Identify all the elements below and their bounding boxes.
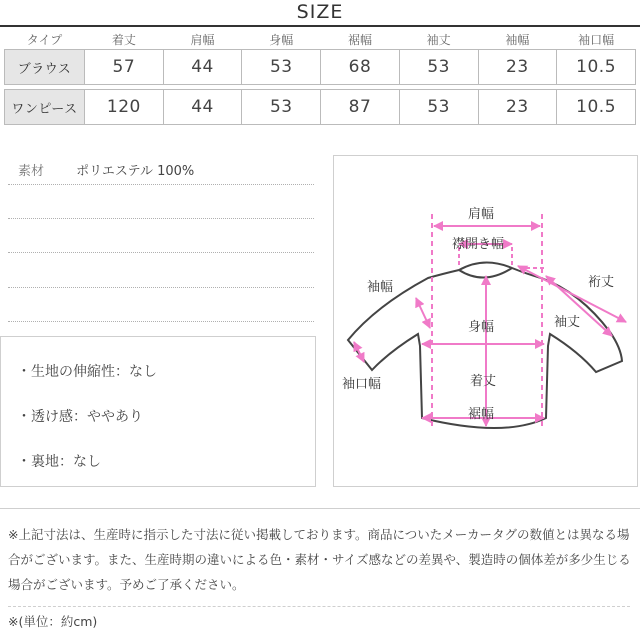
dashed-divider bbox=[8, 606, 630, 607]
row-type: ワンピース bbox=[5, 90, 85, 125]
table-cell: 53 bbox=[242, 50, 321, 85]
table-cell: 44 bbox=[163, 50, 242, 85]
table-cell: 53 bbox=[242, 90, 321, 125]
property-sheerness: ・透け感：ややあり bbox=[17, 409, 143, 425]
dotted-line bbox=[8, 218, 314, 219]
size-table bbox=[4, 29, 636, 125]
measurement-diagram bbox=[333, 155, 638, 487]
table-row bbox=[5, 90, 636, 125]
header-shoulder: 肩幅 bbox=[190, 32, 215, 47]
table-cell: 68 bbox=[321, 50, 400, 85]
table-cell: 87 bbox=[321, 90, 400, 125]
row-type: ブラウス bbox=[5, 50, 85, 85]
page-title: SIZE bbox=[296, 1, 344, 23]
disclaimer-note: ※上記寸法は、生産時に指示した寸法に従い掲載しております。商品についたメーカータグの数値とは異なる場合がございます。また、生産時期の違いによる色・素材・サイズ感などの差異や、製造時の個体差が多少生じる場合がございます。予めご了承ください。 bbox=[8, 527, 631, 592]
label-cuff: 袖口幅 bbox=[342, 377, 382, 392]
header-body-width: 身幅 bbox=[269, 32, 294, 47]
dotted-line bbox=[8, 321, 314, 322]
table-cell: 57 bbox=[85, 50, 164, 85]
unit-note: ※(単位：約cm) bbox=[8, 614, 98, 629]
property-stretch: ・生地の伸縮性：なし bbox=[17, 364, 157, 380]
label-hem: 裾幅 bbox=[468, 407, 495, 422]
label-yuki: 裄丈 bbox=[588, 275, 615, 290]
label-shoulder: 肩幅 bbox=[468, 207, 495, 222]
header-length: 着丈 bbox=[111, 32, 136, 47]
table-cell: 53 bbox=[399, 90, 478, 125]
header-sleeve-length: 袖丈 bbox=[426, 32, 451, 47]
table-row bbox=[5, 50, 636, 85]
table-header-row bbox=[5, 29, 636, 50]
material-row bbox=[18, 160, 194, 179]
title-underline bbox=[0, 25, 640, 27]
label-collar: 襟開き幅 bbox=[452, 237, 505, 252]
table-cell: 10.5 bbox=[557, 50, 636, 85]
header-cuff: 袖口幅 bbox=[578, 32, 615, 47]
table-cell: 44 bbox=[163, 90, 242, 125]
label-sleeve-length: 袖丈 bbox=[554, 315, 581, 330]
label-body-width: 身幅 bbox=[468, 320, 495, 335]
material-value: ポリエステル 100% bbox=[76, 164, 195, 179]
table-cell: 23 bbox=[478, 90, 557, 125]
section-divider bbox=[0, 508, 640, 509]
table-cell: 23 bbox=[478, 50, 557, 85]
label-sleeve-width: 袖幅 bbox=[367, 280, 394, 295]
label-length: 着丈 bbox=[470, 374, 497, 389]
garment-diagram-svg bbox=[334, 156, 639, 488]
dotted-line bbox=[8, 252, 314, 253]
dotted-line bbox=[8, 184, 314, 185]
table-cell: 120 bbox=[85, 90, 164, 125]
property-lining: ・裏地：なし bbox=[17, 454, 101, 470]
header-sleeve-width: 袖幅 bbox=[505, 32, 530, 47]
material-label: 素材 bbox=[18, 164, 45, 179]
dotted-line bbox=[8, 287, 314, 288]
header-type: タイプ bbox=[26, 32, 63, 47]
table-cell: 53 bbox=[399, 50, 478, 85]
table-cell: 10.5 bbox=[557, 90, 636, 125]
header-hem: 裾幅 bbox=[347, 32, 372, 47]
fabric-properties-box bbox=[0, 336, 316, 487]
